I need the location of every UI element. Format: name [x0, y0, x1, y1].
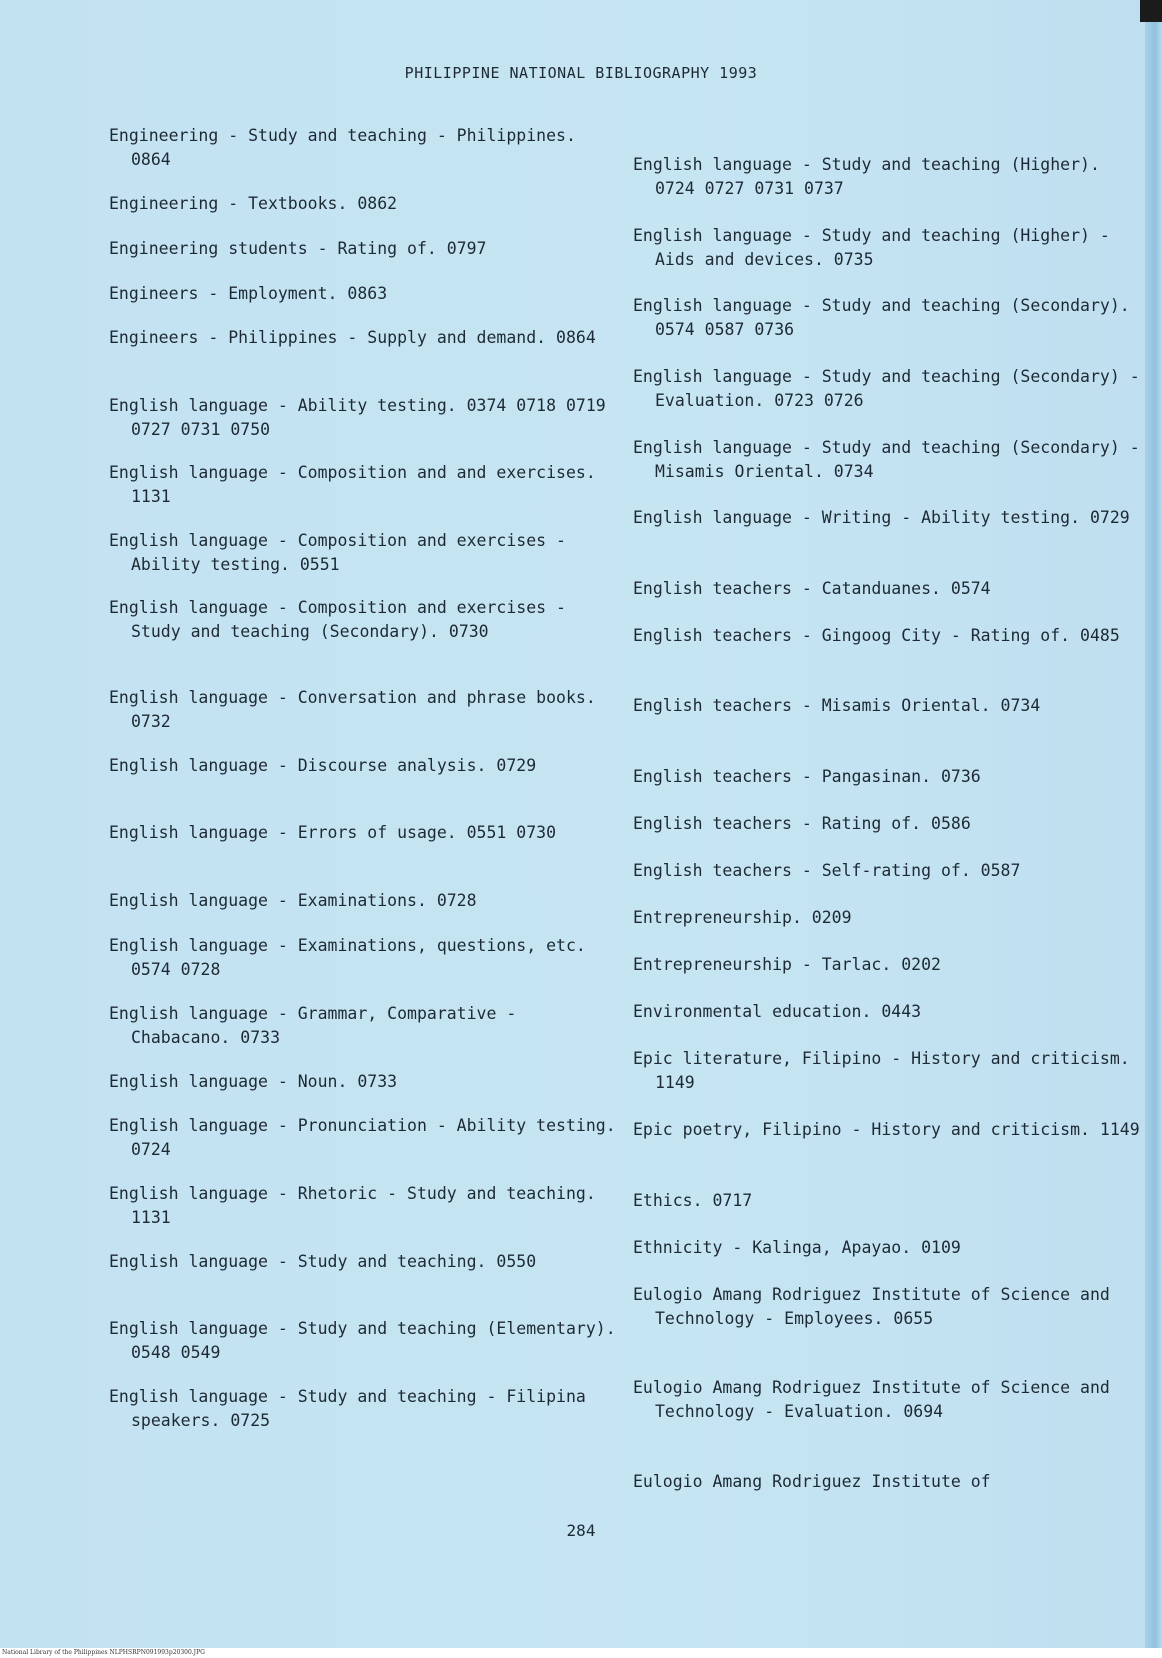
index-entry: English language - Rhetoric - Study and teaching. 1131 [109, 1184, 596, 1227]
index-entry: English language - Ability testing. 0374 0718 0719 0727 0731 0750 [109, 396, 606, 439]
index-entry: Engineering - Textbooks. 0862 [109, 194, 398, 213]
index-entry: English language - Study and teaching (Secondary) - Evaluation. 0723 0726 [633, 367, 1140, 410]
index-entry: English teachers - Pangasinan. 0736 [633, 767, 981, 786]
index-entry: Eulogio Amang Rodriguez Institute of Science and Technology - Employees. 0655 [633, 1285, 1110, 1328]
index-entry: Engineers - Philippines - Supply and demand. 0864 [109, 328, 596, 347]
index-entry: Epic literature, Filipino - History and criticism. 1149 [633, 1049, 1130, 1092]
index-entry: English language - Study and teaching (Secondary). 0574 0587 0736 [633, 296, 1130, 339]
index-entry: Eulogio Amang Rodriguez Institute of Science and Technology - Evaluation. 0694 [633, 1378, 1110, 1421]
index-entry: English language - Conversation and phrase books. 0732 [109, 688, 596, 731]
index-entry: English language - Study and teaching (Higher) - Aids and devices. 0735 [633, 226, 1110, 269]
index-entry: English language - Study and teaching - Filipina speakers. 0725 [109, 1387, 586, 1430]
scanner-corner [1140, 0, 1162, 22]
index-entry: English teachers - Catanduanes. 0574 [633, 579, 991, 598]
index-entry: Engineers - Employment. 0863 [109, 284, 388, 303]
index-entry: English language - Study and teaching (Secondary) - Misamis Oriental. 0734 [633, 438, 1140, 481]
index-entry: Environmental education. 0443 [633, 1002, 922, 1021]
index-entry: Engineering students - Rating of. 0797 [109, 239, 487, 258]
index-entry: Engineering - Study and teaching - Philippines. 0864 [109, 126, 576, 169]
index-entry: English language - Errors of usage. 0551 0730 [109, 823, 557, 842]
index-entry: English language - Writing - Ability testing. 0729 [633, 508, 1130, 527]
index-entry: English language - Pronunciation - Ability testing. 0724 [109, 1116, 616, 1159]
index-entry: Ethics. 0717 [633, 1191, 753, 1210]
index-entry: English teachers - Self-rating of. 0587 [633, 861, 1021, 880]
page-number: 284 [566, 1521, 596, 1540]
footer-caption: National Library of the Philippines NLPHSRPN091993p20300.JPG [2, 1649, 205, 1656]
index-entry: English language - Study and teaching (Elementary). 0548 0549 [109, 1319, 616, 1362]
index-entry: English language - Composition and and exercises. 1131 [109, 463, 596, 506]
index-entry: English language - Examinations, questions, etc. 0574 0728 [109, 936, 586, 979]
index-entry: English teachers - Rating of. 0586 [633, 814, 971, 833]
index-entry: Entrepreneurship - Tarlac. 0202 [633, 955, 941, 974]
index-entry: English language - Composition and exercises - Study and teaching (Secondary). 0730 [109, 598, 566, 641]
index-entry: English language - Study and teaching. 0550 [109, 1252, 537, 1271]
index-entry: Eulogio Amang Rodriguez Institute of [633, 1472, 991, 1491]
index-entry: English language - Study and teaching (Higher). 0724 0727 0731 0737 [633, 155, 1100, 198]
index-entry: Ethnicity - Kalinga, Apayao. 0109 [633, 1238, 961, 1257]
index-entry: English language - Discourse analysis. 0729 [109, 756, 537, 775]
index-entry: Entrepreneurship. 0209 [633, 908, 852, 927]
index-entry: English teachers - Misamis Oriental. 0734 [633, 696, 1041, 715]
page-header-title: PHILIPPINE NATIONAL BIBLIOGRAPHY 1993 [404, 64, 758, 82]
index-entry: English language - Examinations. 0728 [109, 891, 477, 910]
index-entry: Epic poetry, Filipino - History and criticism. 1149 [633, 1120, 1140, 1139]
index-entry: English language - Noun. 0733 [109, 1072, 398, 1091]
page-edge [1145, 0, 1162, 1658]
index-entry: English teachers - Gingoog City - Rating of. 0485 [633, 626, 1120, 645]
index-entry: English language - Composition and exercises - Ability testing. 0551 [109, 531, 566, 574]
index-entry: English language - Grammar, Comparative - Chabacano. 0733 [109, 1004, 517, 1047]
